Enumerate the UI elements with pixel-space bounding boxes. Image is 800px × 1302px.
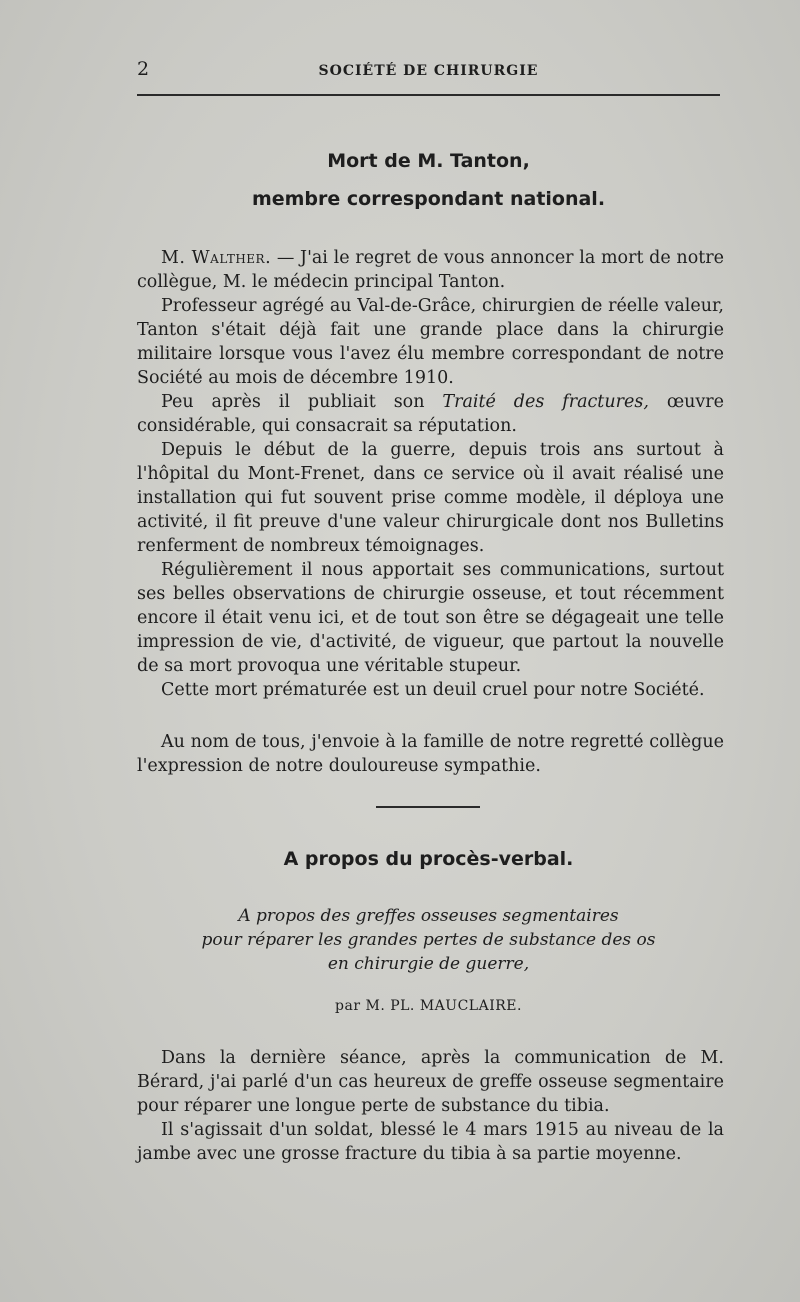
section-title: A propos du procès-verbal. [283, 848, 574, 870]
paragraph: Dans la dernière séance, après la communication de M. Bérard, j'ai parlé d'un cas heureux de greffe osseuse segmentaire pour réparer une longue perte de substance du tibia. [137, 1048, 724, 1116]
running-title: SOCIÉTÉ DE CHIRURGIE [318, 63, 539, 79]
paragraph: Depuis le début de la guerre, depuis trois ans surtout à l'hôpital du Mont-Frenet, dans ce service où il avait réalisé une installation qui fut souvent prise comme modèle, il déploya une activité, il fit preuve d'une valeur chirurgicale dont nos Bulletins renferment de nombreux témoignages. [137, 440, 724, 556]
paragraph: Professeur agrégé au Val-de-Grâce, chirurgien de réelle valeur, Tanton s'était déjà fait une grande place dans la chirurgie militaire lorsque vous l'avez élu membre correspondant de notre Société au mois de décembre 1910. [137, 296, 724, 388]
paragraph: Au nom de tous, j'envoie à la famille de notre regretté collègue l'expression de notre douloureuse sympathie. [137, 732, 724, 776]
book-title: Traité des fractures, [442, 392, 649, 412]
article-body [137, 246, 724, 702]
article-title: Mort de M. Tanton, [327, 150, 530, 172]
communication-title: A propos des greffes osseuses segmentaires pour réparer les grandes pertes de substance des os en chirurgie de guerre, [201, 906, 656, 974]
section-separator [376, 806, 480, 808]
communication-body [137, 1046, 724, 1166]
page-header [137, 58, 720, 82]
article-closing [137, 730, 724, 778]
page-number: 2 [137, 58, 150, 80]
author-line: par M. PL. MAUCLAIRE. [335, 998, 522, 1014]
speaker-name: M. Walther. [161, 248, 272, 268]
header-rule [137, 94, 720, 96]
paragraph: Régulièrement il nous apportait ses communications, surtout ses belles observations de chirurgie osseuse, et tout récemment encore il était venu ici, et de tout son être se dégageait une telle impression de vie, d'activité, de vigueur, que partout la nouvelle de sa mort provoqua une véritable stupeur. [137, 560, 724, 676]
paragraph: Il s'agissait d'un soldat, blessé le 4 mars 1915 au niveau de la jambe avec une grosse fracture du tibia à sa partie moyenne. [137, 1120, 724, 1164]
article-subtitle: membre correspondant national. [251, 188, 606, 210]
paragraph: Peu après il publiait son Traité des fractures, œuvre considérable, qui consacrait sa réputation. [137, 392, 724, 436]
paragraph: Cette mort prématurée est un deuil cruel pour notre Société. [161, 680, 705, 700]
paragraph: M. Walther. — J'ai le regret de vous annoncer la mort de notre collègue, M. le médecin principal Tanton. [137, 248, 724, 292]
